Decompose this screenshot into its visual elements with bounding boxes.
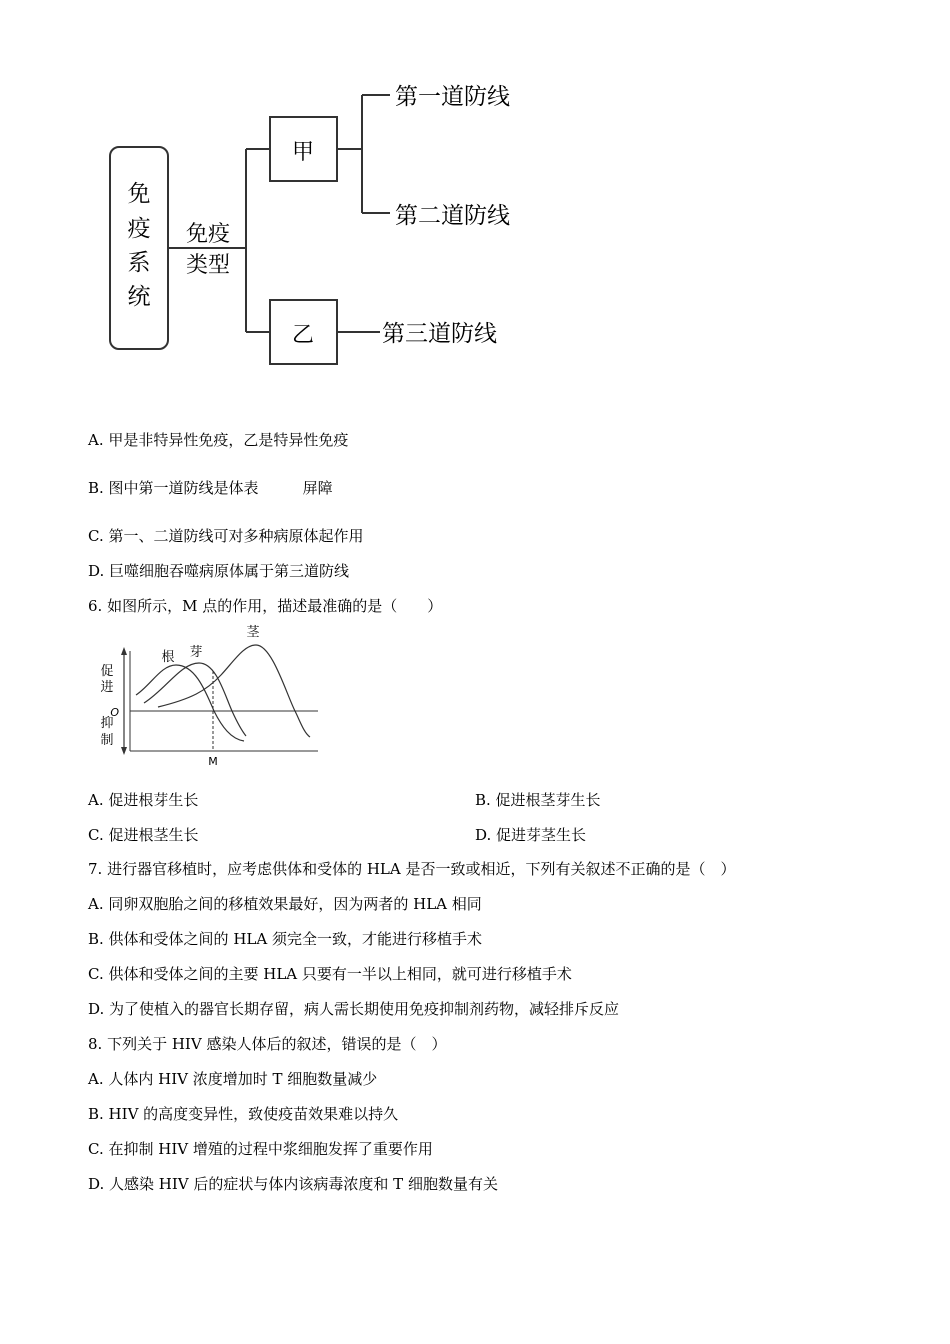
auxin-concentration-chart xyxy=(96,623,326,771)
curve-root xyxy=(136,665,244,741)
type-label-line1: 免疫 xyxy=(185,222,231,247)
q5-option-b xyxy=(88,478,333,498)
q7-stem: 7. 进行器官移植时，应考虑供体和受体的 HLA 是否一致或相近，下列有关叙述不正确的是（ ） xyxy=(88,860,736,878)
q6-option-a: A. 促进根芽生长 xyxy=(88,791,199,809)
root-char-3: 系 xyxy=(127,250,151,276)
q6-stem: 6. 如图所示，M 点的作用，描述最准确的是（ ） xyxy=(88,597,443,615)
q7-option-a: A. 同卵双胞胎之间的移植效果最好，因为两者的 HLA 相同 xyxy=(88,895,482,913)
q7-option-b: B. 供体和受体之间的 HLA 须完全一致，才能进行移植手术 xyxy=(88,930,482,948)
third-line-label: 第三道防线 xyxy=(382,321,497,347)
q7-option-c: C. 供体和受体之间的主要 HLA 只要有一半以上相同，就可进行移植手术 xyxy=(88,965,572,983)
m-marker-label: M xyxy=(208,755,218,768)
ylabel-inhibit-1: 抑 xyxy=(100,716,114,731)
q6-option-d: D. 促进芽茎生长 xyxy=(475,826,587,844)
q6-option-c: C. 促进根茎生长 xyxy=(88,826,199,844)
label-root: 根 xyxy=(161,650,175,665)
second-line-label: 第二道防线 xyxy=(395,203,510,229)
q5-option-a: A. 甲是非特异性免疫，乙是特异性免疫 xyxy=(88,431,349,449)
curve-stem xyxy=(158,645,310,737)
q5-option-c: C. 第一、二道防线可对多种病原体起作用 xyxy=(88,527,364,545)
immune-system-diagram xyxy=(100,75,540,375)
y-axis-arrow-up xyxy=(121,647,127,655)
ylabel-inhibit-2: 制 xyxy=(100,733,114,748)
y-axis-arrow-down xyxy=(121,747,127,755)
root-box xyxy=(110,147,168,349)
origin-label: O xyxy=(110,706,119,719)
q5-option-b-part2: 屏障 xyxy=(302,479,333,497)
q5-option-d: D. 巨噬细胞吞噬病原体属于第三道防线 xyxy=(88,562,350,580)
q5-option-b-part1: B. 图中第一道防线是体表 xyxy=(88,479,259,497)
box-jia-label: 甲 xyxy=(291,140,315,165)
q8-option-a: A. 人体内 HIV 浓度增加时 T 细胞数量减少 xyxy=(88,1070,378,1088)
ylabel-promote-2: 进 xyxy=(100,680,114,695)
root-char-4: 统 xyxy=(127,284,151,310)
ylabel-promote-1: 促 xyxy=(100,664,114,679)
q6-option-b: B. 促进根茎芽生长 xyxy=(475,791,601,809)
type-label-line2: 类型 xyxy=(185,253,231,278)
q7-option-d: D. 为了使植入的器官长期存留，病人需长期使用免疫抑制剂药物，减轻排斥反应 xyxy=(88,1000,620,1018)
first-line-label: 第一道防线 xyxy=(395,84,510,110)
root-char-2: 疫 xyxy=(127,216,151,242)
box-yi-label: 乙 xyxy=(291,323,315,348)
q8-option-c: C. 在抑制 HIV 增殖的过程中浆细胞发挥了重要作用 xyxy=(88,1140,433,1158)
label-bud: 芽 xyxy=(189,645,203,660)
label-stem: 茎 xyxy=(246,625,260,640)
q8-stem: 8. 下列关于 HIV 感染人体后的叙述，错误的是（ ） xyxy=(88,1035,447,1053)
root-char-1: 免 xyxy=(127,181,151,207)
q8-option-b: B. HIV 的高度变异性，致使疫苗效果难以持久 xyxy=(88,1105,399,1123)
q8-option-d: D. 人感染 HIV 后的症状与体内该病毒浓度和 T 细胞数量有关 xyxy=(88,1175,498,1193)
